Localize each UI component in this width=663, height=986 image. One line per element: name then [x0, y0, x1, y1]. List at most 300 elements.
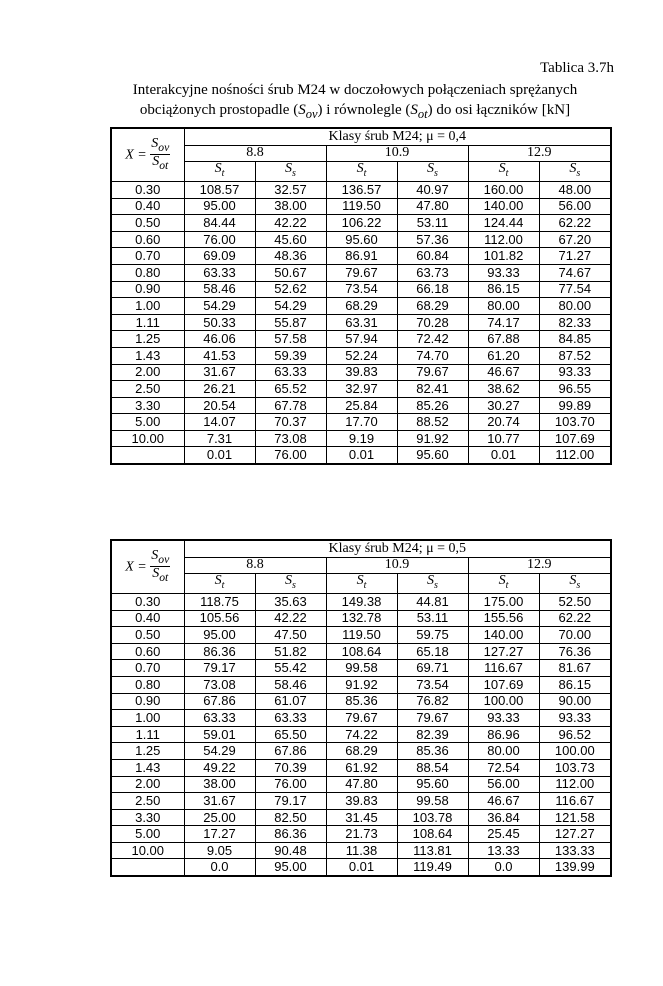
value-cell: 38.62	[468, 381, 539, 398]
value-cell: 82.50	[255, 809, 326, 826]
value-cell: 51.82	[255, 643, 326, 660]
value-cell: 67.86	[184, 693, 255, 710]
value-cell: 90.48	[255, 842, 326, 859]
value-cell: 54.29	[184, 743, 255, 760]
value-cell: 20.54	[184, 397, 255, 414]
value-cell: 54.29	[184, 298, 255, 315]
ratio-cell: 3.30	[111, 397, 184, 414]
value-cell: 0.01	[326, 859, 397, 876]
value-cell: 58.46	[255, 676, 326, 693]
value-cell: 85.36	[326, 693, 397, 710]
table-row	[111, 726, 611, 743]
ratio-fraction	[150, 549, 170, 586]
value-cell: 0.0	[468, 859, 539, 876]
value-cell: 70.00	[539, 627, 611, 644]
ratio-cell: 0.40	[111, 610, 184, 627]
value-cell: 103.73	[539, 759, 611, 776]
value-cell: 67.86	[255, 743, 326, 760]
value-cell: 116.67	[468, 660, 539, 677]
value-cell: 86.15	[468, 281, 539, 298]
value-cell: 58.46	[184, 281, 255, 298]
tension-column-header	[468, 574, 539, 594]
x-ratio-header	[111, 128, 184, 181]
value-cell: 70.37	[255, 414, 326, 431]
value-cell: 63.33	[255, 364, 326, 381]
value-cell: 40.97	[397, 181, 468, 198]
fraction-numerator	[150, 549, 170, 568]
value-cell: 69.09	[184, 248, 255, 265]
bolt-class-header: Klasy śrub M24; μ = 0,5	[184, 540, 611, 557]
tension-column-header	[468, 162, 539, 182]
value-cell: 68.29	[326, 298, 397, 315]
table-caption	[100, 80, 610, 124]
table-row	[111, 793, 611, 810]
ratio-cell: 0.60	[111, 643, 184, 660]
value-cell: 44.81	[397, 593, 468, 610]
fraction-denominator	[150, 567, 170, 585]
value-cell: 81.67	[539, 660, 611, 677]
tension-column-header	[326, 162, 397, 182]
value-cell: 88.52	[397, 414, 468, 431]
value-cell: 95.00	[184, 627, 255, 644]
value-cell: 62.22	[539, 215, 611, 232]
table-row	[111, 826, 611, 843]
symbol-row	[111, 574, 611, 594]
ratio-cell: 0.80	[111, 676, 184, 693]
x-symbol: X	[125, 147, 134, 163]
value-cell: 132.78	[326, 610, 397, 627]
value-cell: 76.82	[397, 693, 468, 710]
value-cell: 26.21	[184, 381, 255, 398]
value-cell: 63.33	[184, 264, 255, 281]
value-cell: 99.58	[326, 660, 397, 677]
value-cell: 59.75	[397, 627, 468, 644]
symbol-row	[111, 162, 611, 182]
tension-symbol: S	[498, 573, 506, 589]
value-cell: 73.54	[397, 676, 468, 693]
tension-column-header	[184, 574, 255, 594]
table-row	[111, 281, 611, 298]
caption-text-b: ) i równolegle (	[317, 102, 411, 118]
bolt-class-cell: 12.9	[468, 557, 611, 574]
value-cell: 113.81	[397, 842, 468, 859]
table-row	[111, 314, 611, 331]
x-symbol: X	[125, 559, 134, 575]
value-cell: 63.73	[397, 264, 468, 281]
shear-column-header	[397, 574, 468, 594]
shear-column-header	[539, 574, 611, 594]
ratio-cell: 5.00	[111, 826, 184, 843]
value-cell: 25.84	[326, 397, 397, 414]
value-cell: 65.50	[255, 726, 326, 743]
ratio-cell: 0.40	[111, 198, 184, 215]
value-cell: 139.99	[539, 859, 611, 876]
value-cell: 68.29	[397, 298, 468, 315]
value-cell: 95.00	[184, 198, 255, 215]
value-cell: 79.67	[326, 710, 397, 727]
table-row	[111, 627, 611, 644]
value-cell: 31.45	[326, 809, 397, 826]
value-cell: 95.00	[255, 859, 326, 876]
ratio-cell: 1.25	[111, 743, 184, 760]
value-cell: 100.00	[468, 693, 539, 710]
table-row	[111, 430, 611, 447]
value-cell: 46.67	[468, 793, 539, 810]
shear-column-header	[397, 162, 468, 182]
table-number-label: Tablica 3.7h	[540, 60, 614, 76]
ratio-cell: 0.30	[111, 593, 184, 610]
table-row	[111, 248, 611, 265]
value-cell: 72.54	[468, 759, 539, 776]
ratio-cell: 1.11	[111, 314, 184, 331]
value-cell: 108.64	[397, 826, 468, 843]
value-cell: 86.36	[184, 643, 255, 660]
value-cell: 61.07	[255, 693, 326, 710]
header-row	[111, 540, 611, 557]
table-row	[111, 643, 611, 660]
value-cell: 53.11	[397, 610, 468, 627]
value-cell: 116.67	[539, 793, 611, 810]
table-row	[111, 414, 611, 431]
value-cell: 57.58	[255, 331, 326, 348]
bolt-class-cell: 8.8	[184, 557, 326, 574]
value-cell: 91.92	[326, 676, 397, 693]
value-cell: 59.01	[184, 726, 255, 743]
value-cell: 13.33	[468, 842, 539, 859]
value-cell: 32.57	[255, 181, 326, 198]
numerator-subscript: ov	[158, 140, 170, 154]
bolt-class-cell: 10.9	[326, 145, 468, 162]
table-row	[111, 215, 611, 232]
value-cell: 112.00	[539, 447, 611, 464]
value-cell: 25.00	[184, 809, 255, 826]
value-cell: 93.33	[468, 710, 539, 727]
value-cell: 76.00	[255, 776, 326, 793]
ratio-cell: 1.43	[111, 347, 184, 364]
value-cell: 119.49	[397, 859, 468, 876]
value-cell: 39.83	[326, 793, 397, 810]
value-cell: 46.67	[468, 364, 539, 381]
ratio-cell	[111, 859, 184, 876]
numerator-symbol: S	[151, 135, 159, 151]
value-cell: 86.91	[326, 248, 397, 265]
value-cell: 79.67	[397, 364, 468, 381]
caption-subscript-ot: ot	[417, 107, 428, 121]
ratio-fraction	[150, 137, 170, 174]
value-cell: 48.00	[539, 181, 611, 198]
value-cell: 56.00	[468, 776, 539, 793]
caption-subscript-ov: ov	[305, 107, 318, 121]
shear-subscript: s	[434, 167, 438, 179]
value-cell: 82.39	[397, 726, 468, 743]
tension-subscript: t	[221, 167, 225, 179]
value-cell: 93.33	[468, 264, 539, 281]
value-cell: 65.52	[255, 381, 326, 398]
caption-symbol-sov: S	[298, 102, 306, 118]
table-row	[111, 859, 611, 876]
value-cell: 21.73	[326, 826, 397, 843]
value-cell: 103.78	[397, 809, 468, 826]
value-cell: 95.60	[397, 776, 468, 793]
value-cell: 85.26	[397, 397, 468, 414]
value-cell: 68.29	[326, 743, 397, 760]
value-cell: 96.52	[539, 726, 611, 743]
value-cell: 140.00	[468, 198, 539, 215]
value-cell: 60.84	[397, 248, 468, 265]
value-cell: 175.00	[468, 593, 539, 610]
value-cell: 67.78	[255, 397, 326, 414]
value-cell: 107.69	[468, 676, 539, 693]
ratio-cell: 0.30	[111, 181, 184, 198]
resistance-table-mu-05	[110, 539, 612, 877]
tension-subscript: t	[363, 579, 367, 591]
value-cell: 52.24	[326, 347, 397, 364]
value-cell: 55.42	[255, 660, 326, 677]
value-cell: 54.29	[255, 298, 326, 315]
value-cell: 160.00	[468, 181, 539, 198]
value-cell: 25.45	[468, 826, 539, 843]
equals-sign: =	[133, 147, 151, 163]
table-row	[111, 364, 611, 381]
tension-symbol: S	[214, 161, 222, 177]
value-cell: 10.77	[468, 430, 539, 447]
caption-text-c: ) do osi łączników [kN]	[427, 102, 571, 118]
table-row	[111, 198, 611, 215]
ratio-cell: 2.50	[111, 381, 184, 398]
value-cell: 17.27	[184, 826, 255, 843]
value-cell: 55.87	[255, 314, 326, 331]
value-cell: 74.22	[326, 726, 397, 743]
value-cell: 105.56	[184, 610, 255, 627]
value-cell: 52.50	[539, 593, 611, 610]
value-cell: 79.17	[184, 660, 255, 677]
value-cell: 61.20	[468, 347, 539, 364]
shear-column-header	[539, 162, 611, 182]
ratio-cell: 3.30	[111, 809, 184, 826]
value-cell: 72.42	[397, 331, 468, 348]
shear-column-header	[255, 162, 326, 182]
shear-symbol: S	[285, 161, 293, 177]
fraction-denominator	[150, 155, 170, 173]
value-cell: 35.63	[255, 593, 326, 610]
value-cell: 79.67	[326, 264, 397, 281]
bolt-class-header: Klasy śrub M24; μ = 0,4	[184, 128, 611, 145]
value-cell: 61.92	[326, 759, 397, 776]
value-cell: 47.50	[255, 627, 326, 644]
value-cell: 80.00	[539, 298, 611, 315]
shear-subscript: s	[434, 579, 438, 591]
table-row	[111, 693, 611, 710]
value-cell: 85.36	[397, 743, 468, 760]
shear-subscript: s	[576, 167, 581, 179]
value-cell: 80.00	[468, 298, 539, 315]
ratio-cell: 0.90	[111, 693, 184, 710]
value-cell: 7.31	[184, 430, 255, 447]
class-row	[111, 145, 611, 162]
table-row	[111, 842, 611, 859]
value-cell: 46.06	[184, 331, 255, 348]
numerator-symbol: S	[151, 547, 159, 563]
value-cell: 86.96	[468, 726, 539, 743]
value-cell: 88.54	[397, 759, 468, 776]
tension-symbol: S	[214, 573, 222, 589]
value-cell: 121.58	[539, 809, 611, 826]
value-cell: 76.00	[184, 231, 255, 248]
value-cell: 41.53	[184, 347, 255, 364]
value-cell: 39.83	[326, 364, 397, 381]
value-cell: 155.56	[468, 610, 539, 627]
ratio-cell: 0.50	[111, 627, 184, 644]
bolt-class-cell: 8.8	[184, 145, 326, 162]
value-cell: 84.85	[539, 331, 611, 348]
value-cell: 95.60	[326, 231, 397, 248]
shear-symbol: S	[285, 573, 293, 589]
value-cell: 69.71	[397, 660, 468, 677]
bolt-class-cell: 10.9	[326, 557, 468, 574]
class-row	[111, 557, 611, 574]
value-cell: 9.05	[184, 842, 255, 859]
value-cell: 79.17	[255, 793, 326, 810]
value-cell: 127.27	[539, 826, 611, 843]
ratio-cell: 0.70	[111, 248, 184, 265]
equals-sign: =	[133, 559, 151, 575]
shear-symbol: S	[427, 161, 435, 177]
value-cell: 99.89	[539, 397, 611, 414]
shear-symbol: S	[427, 573, 435, 589]
value-cell: 124.44	[468, 215, 539, 232]
tension-symbol: S	[356, 573, 364, 589]
value-cell: 66.18	[397, 281, 468, 298]
value-cell: 99.58	[397, 793, 468, 810]
table-row	[111, 347, 611, 364]
table-row	[111, 710, 611, 727]
value-cell: 103.70	[539, 414, 611, 431]
table-row	[111, 776, 611, 793]
tension-column-header	[326, 574, 397, 594]
value-cell: 140.00	[468, 627, 539, 644]
value-cell: 65.18	[397, 643, 468, 660]
value-cell: 96.55	[539, 381, 611, 398]
x-ratio-header	[111, 540, 184, 593]
value-cell: 118.75	[184, 593, 255, 610]
value-cell: 14.07	[184, 414, 255, 431]
ratio-cell: 2.00	[111, 776, 184, 793]
value-cell: 112.00	[468, 231, 539, 248]
numerator-subscript: ov	[158, 552, 170, 566]
ratio-cell	[111, 447, 184, 464]
value-cell: 11.38	[326, 842, 397, 859]
value-cell: 93.33	[539, 364, 611, 381]
value-cell: 49.22	[184, 759, 255, 776]
bolt-class-cell: 12.9	[468, 145, 611, 162]
tension-subscript: t	[221, 579, 225, 591]
value-cell: 50.33	[184, 314, 255, 331]
value-cell: 45.60	[255, 231, 326, 248]
value-cell: 108.64	[326, 643, 397, 660]
value-cell: 76.36	[539, 643, 611, 660]
table-row	[111, 181, 611, 198]
value-cell: 82.33	[539, 314, 611, 331]
tension-subscript: t	[363, 167, 367, 179]
value-cell: 57.94	[326, 331, 397, 348]
table-row	[111, 231, 611, 248]
value-cell: 70.39	[255, 759, 326, 776]
value-cell: 79.67	[397, 710, 468, 727]
value-cell: 0.0	[184, 859, 255, 876]
table-row	[111, 610, 611, 627]
caption-text-a: obciążonych prostopadle (	[139, 102, 299, 118]
value-cell: 119.50	[326, 198, 397, 215]
value-cell: 31.67	[184, 364, 255, 381]
shear-subscript: s	[292, 579, 296, 591]
value-cell: 93.33	[539, 710, 611, 727]
value-cell: 74.17	[468, 314, 539, 331]
value-cell: 38.00	[255, 198, 326, 215]
ratio-cell: 1.25	[111, 331, 184, 348]
ratio-cell: 10.00	[111, 842, 184, 859]
caption-line-2	[100, 100, 610, 124]
resistance-table-mu-04	[110, 127, 612, 465]
header-row	[111, 128, 611, 145]
value-cell: 42.22	[255, 215, 326, 232]
ratio-cell: 0.50	[111, 215, 184, 232]
value-cell: 74.67	[539, 264, 611, 281]
value-cell: 36.84	[468, 809, 539, 826]
ratio-cell: 1.11	[111, 726, 184, 743]
value-cell: 67.88	[468, 331, 539, 348]
value-cell: 86.36	[255, 826, 326, 843]
value-cell: 63.31	[326, 314, 397, 331]
ratio-cell: 1.00	[111, 298, 184, 315]
table-row	[111, 381, 611, 398]
value-cell: 53.11	[397, 215, 468, 232]
table-row	[111, 298, 611, 315]
table-row	[111, 331, 611, 348]
value-cell: 17.70	[326, 414, 397, 431]
shear-column-header	[255, 574, 326, 594]
ratio-cell: 0.60	[111, 231, 184, 248]
table-row	[111, 397, 611, 414]
value-cell: 30.27	[468, 397, 539, 414]
value-cell: 63.33	[184, 710, 255, 727]
value-cell: 86.15	[539, 676, 611, 693]
ratio-cell: 2.50	[111, 793, 184, 810]
value-cell: 73.08	[184, 676, 255, 693]
value-cell: 74.70	[397, 347, 468, 364]
value-cell: 112.00	[539, 776, 611, 793]
value-cell: 82.41	[397, 381, 468, 398]
ratio-cell: 2.00	[111, 364, 184, 381]
denominator-subscript: ot	[159, 571, 169, 585]
value-cell: 0.01	[326, 447, 397, 464]
value-cell: 38.00	[184, 776, 255, 793]
value-cell: 119.50	[326, 627, 397, 644]
value-cell: 48.36	[255, 248, 326, 265]
caption-symbol-sot: S	[410, 102, 418, 118]
value-cell: 77.54	[539, 281, 611, 298]
value-cell: 67.20	[539, 231, 611, 248]
denominator-subscript: ot	[159, 159, 169, 173]
value-cell: 133.33	[539, 842, 611, 859]
value-cell: 32.97	[326, 381, 397, 398]
value-cell: 57.36	[397, 231, 468, 248]
value-cell: 136.57	[326, 181, 397, 198]
value-cell: 62.22	[539, 610, 611, 627]
ratio-cell: 0.70	[111, 660, 184, 677]
ratio-cell: 10.00	[111, 430, 184, 447]
ratio-cell: 1.00	[111, 710, 184, 727]
ratio-cell: 5.00	[111, 414, 184, 431]
